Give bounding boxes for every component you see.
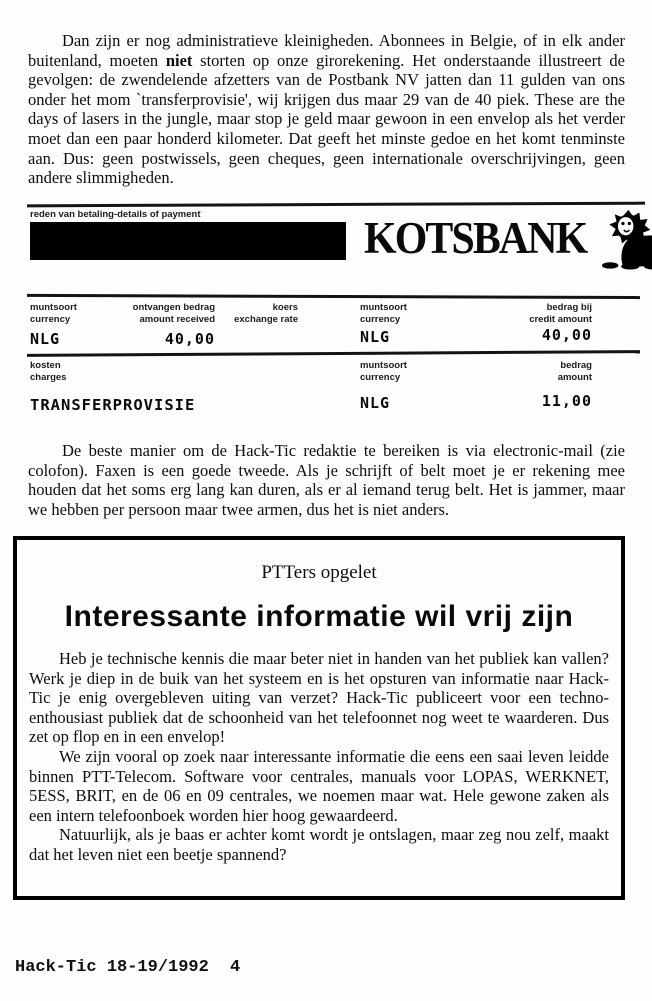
value-charge-amount: 11,00 <box>541 392 592 410</box>
intro-bold-niet: niet <box>165 50 193 70</box>
header-amount-received <box>110 302 215 325</box>
header-nl: muntsoort <box>30 302 77 313</box>
header-nl: ontvangen bedrag <box>132 302 215 313</box>
header-currency-2 <box>360 302 407 325</box>
redacted-bar <box>30 222 346 260</box>
header-exchange-rate <box>215 302 298 325</box>
value-charge-description: TRANSFERPROVISIE <box>30 396 196 414</box>
value-currency-3: NLG <box>360 394 391 412</box>
header-charges <box>30 360 66 383</box>
header-nl: koers <box>272 302 298 313</box>
lion-icon <box>597 208 652 275</box>
table-mid-rule <box>27 350 640 357</box>
header-currency-3 <box>360 360 407 383</box>
intro-text-after: storten op onze girorekening. Het onderstaande illustreert de gevolgen: de zwendelende afzetters van de Postbank NV jatten dan 11 gulden van ons onder het mom `transferprovisie', wij krijgen dus maar 29 van de 40 piek. These are the days of lasers in the jungle, maar stop je geld maar gewoon in een envelop als het verder moet dan een paar honderd kilometer. Dat geeft het minste gedoe en het komt tenminste aan. Dus: geen postwissels, geen cheques, geen internationale overschrijvingen, geen andere slimmigheden. <box>28 50 626 188</box>
intro-text-before: Dan zijn er nog administratieve kleinigheden. Abonnees in Belgie, of in elk ander buitenland, moeten <box>28 31 625 70</box>
notice-box <box>13 536 625 900</box>
table-top-rule <box>27 294 640 299</box>
value-currency-1: NLG <box>30 330 61 348</box>
notice-kicker: PTTers opgelet <box>261 562 377 583</box>
header-en: amount <box>557 371 592 383</box>
contact-paragraph: De beste manier om de Hack-Tic redaktie te bereiken is via electronic-mail (zie colofon). Faxen is een goede tweede. Als je schrijft of belt moet je er rekening mee houden dat het soms erg lang kan duren, als er al iemand terug belt. Het is jammer, maar we hebben per persoon maar twee armen, dus het is niet anders. <box>28 441 625 519</box>
header-nl: muntsoort <box>360 360 407 371</box>
header-en: currency <box>360 371 401 383</box>
notice-paragraph-2: We zijn vooral op zoek naar interessante informatie die eens een saai leven leidde binnen PTT-Telecom. Software voor centrales, manuals voor LOPAS, WERKNET, 5ESS, BRIT, en de 06 en 09 centrales, we noemen maar wat. Hele gewone zaken als een intern telefoonboek worden hier hoog gewaardeerd. <box>29 746 609 825</box>
header-charge-amount <box>440 360 592 383</box>
header-en: currency <box>360 313 401 325</box>
header-en: amount received <box>139 313 215 325</box>
header-nl: muntsoort <box>360 302 407 313</box>
header-en: exchange rate <box>234 313 298 325</box>
header-en: charges <box>30 371 67 383</box>
bank-logo <box>364 212 652 275</box>
intro-paragraph <box>28 31 625 188</box>
header-nl: bedrag bij <box>546 302 592 313</box>
header-nl: kosten <box>30 360 61 371</box>
bank-name: KOTSBANK <box>364 213 587 263</box>
value-currency-2: NLG <box>360 328 391 346</box>
payment-details-label: reden van betaling-details of payment <box>30 209 201 220</box>
footer-issue: Hack-Tic 18-19/1992 <box>15 958 209 977</box>
header-currency-1 <box>30 302 77 325</box>
footer-page-number: 4 <box>230 958 241 977</box>
notice-paragraph-1: Heb je technische kennis die maar beter niet in handen van het publiek kan vallen? Werk je diep in de buik van het systeem en is het opsturen van informatie naar Hack-Tic je enig overgebleven uiting van verzet? Hack-Tic publiceert voor een techno-enthousiast publiek dat de schoonheid van het telefoonnet nog weet te waarderen. Dus zet op flop en in een envelop! <box>29 649 609 747</box>
notice-title: Interessante informatie wil vrij zijn <box>64 600 574 633</box>
receipt-top-rule <box>27 202 645 208</box>
page-footer <box>15 958 635 982</box>
header-en: credit amount <box>529 313 592 325</box>
value-credit-amount: 40,00 <box>541 326 592 344</box>
bank-receipt <box>0 202 652 442</box>
notice-paragraph-3: Natuurlijk, als je baas er achter komt wordt je ontslagen, maar zeg nou zelf, maakt dat het leven niet een beetje spannend? <box>29 825 609 864</box>
header-en: currency <box>30 313 71 325</box>
value-amount-received: 40,00 <box>164 330 215 348</box>
header-credit-amount <box>440 302 592 325</box>
header-nl: bedrag <box>560 360 592 371</box>
